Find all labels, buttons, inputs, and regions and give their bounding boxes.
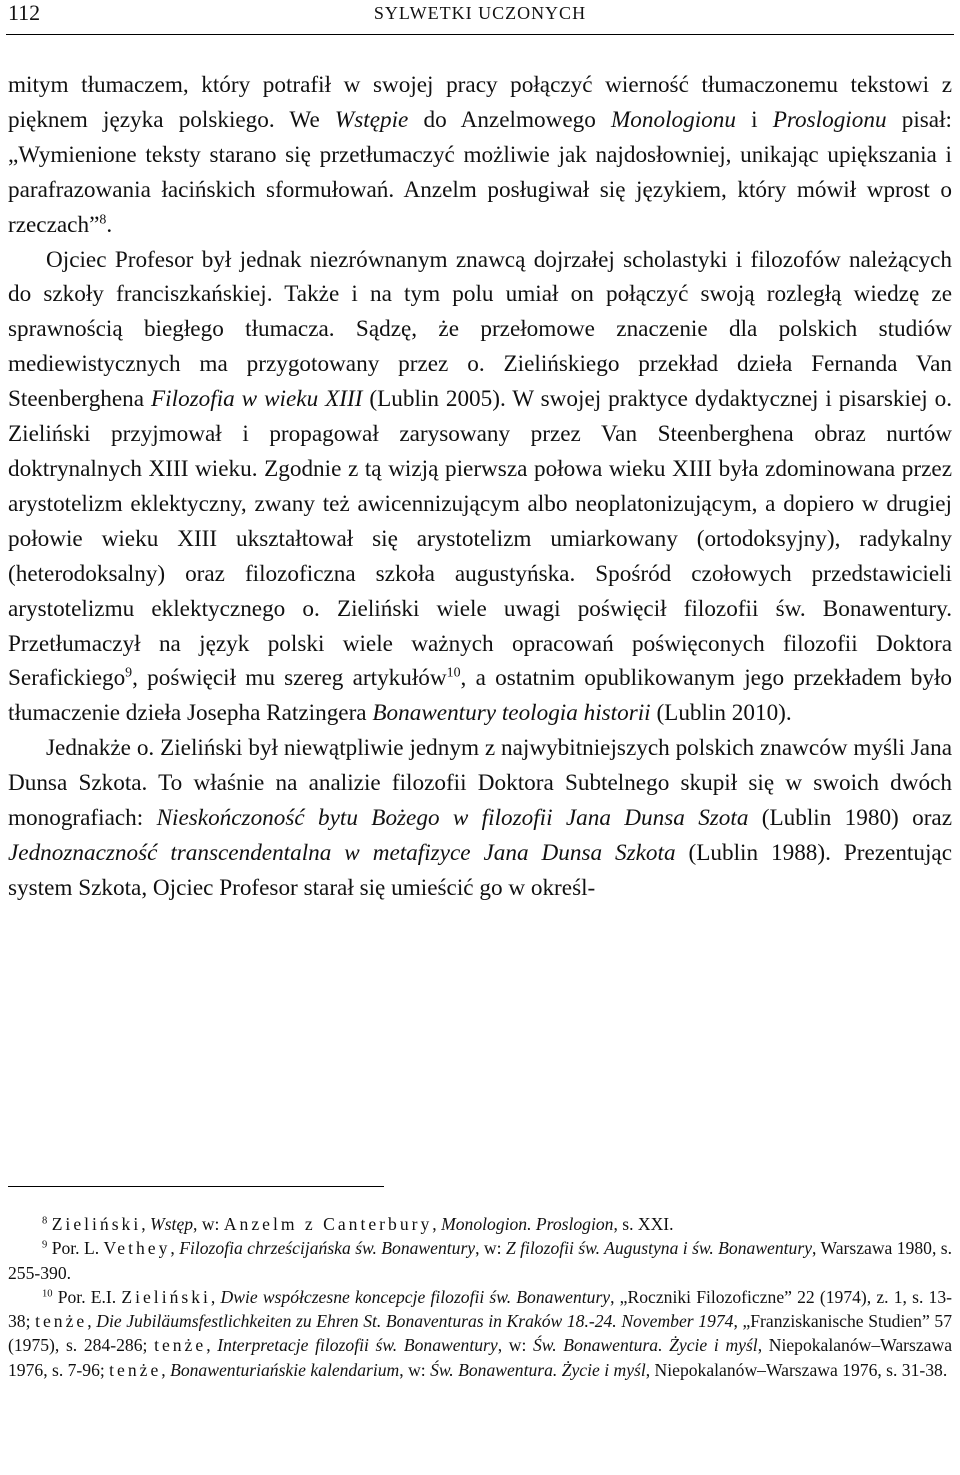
italic-title: Z filozofii św. Augustyna i św. Bonawentury xyxy=(505,1238,812,1259)
italic-title: Monologion. Proslogion xyxy=(441,1214,614,1234)
footnote-number: 10 xyxy=(42,1288,53,1300)
text-run: (Lublin 1980) oraz xyxy=(748,805,953,832)
text-run: , xyxy=(210,1286,221,1307)
text-run: , „Franziskanische Studien” 57 (1975), s. 284-286; xyxy=(8,1311,952,1356)
footnote-number: 8 xyxy=(42,1215,48,1227)
text-run: mitym tłumaczem, który potrafił w swojej pracy połączyć wierność tłumaczonemu tekstowi z pięknem języka polskiego. We xyxy=(8,72,952,133)
text-run: Ojciec Profesor był jednak niezrównanym znawcą dojrzałej scholastyki i filozofów należących do szkoły franciszkańskiej. Także i na tym polu umiał on połączyć swoją rozległą wiedzę ze sprawnością biegłego tłumacza. Sądzę, że przełomowe znaczenie dla polskich studiów mediewistycznych ma przygotowany przez o. Zielińskiego przekład dzieła Fernanda Van Steenberghena xyxy=(8,246,952,413)
paragraph-1 xyxy=(8,68,952,243)
footnote-10 xyxy=(8,1285,952,1382)
text-run: , xyxy=(170,1238,180,1259)
text-run: , xyxy=(141,1214,151,1234)
text-run: , „Roczniki Filozoficzne” 22 (1974), z. 1, s. 13-38; xyxy=(8,1286,953,1332)
author-name: Vethey xyxy=(103,1238,171,1259)
text-run: Jednakże o. Zieliński był niewątpliwie jednym z najwybitniejszych polskich znawców myśli Jana Dunsa Szkota. To właśnie na analizie filozofii Doktora Subtelnego skupił się w swoich dwóch monografiach: xyxy=(8,735,952,832)
paragraph-3 xyxy=(8,731,952,906)
footnote-8 xyxy=(8,1212,952,1236)
italic-title: Die Jubiläumsfestlichkeiten zu Ehren St. Bonaventuras in Kraków 18.-24. November 1974 xyxy=(96,1311,734,1332)
italic-title: Bonawentury teologia historii xyxy=(372,700,651,727)
text-run: (Lublin 1988). Prezentując system Szkota, Ojciec Profesor starał się umieścić go w określ- xyxy=(8,839,952,901)
author-name: Anzelm z Canterbury xyxy=(223,1214,433,1234)
text-run: do Anzelmowego xyxy=(408,106,611,133)
italic-title: Św. Bonawentura. Życie i myśl xyxy=(533,1335,758,1356)
italic-title: Wstęp xyxy=(150,1214,194,1234)
italic-title: Dwie współczesne koncepcje filozofii św. Bonawentury xyxy=(220,1286,611,1307)
body-text xyxy=(8,68,952,906)
text-run: pisał: „Wymienione teksty starano się przetłumaczyć możliwie jak najdosłowniej, unikając upiększania i parafrazowania łacińskich sformułowań. Anzelm posługiwał się językiem, który mówił wprost o rzeczach” xyxy=(8,106,952,238)
author-name: Zieliński xyxy=(51,1214,142,1234)
italic-title: Nieskończoność bytu Bożego w filozofii Jana Dunsa Szota xyxy=(156,805,749,832)
footnote-number: 9 xyxy=(42,1239,48,1251)
text-run: , xyxy=(87,1311,97,1332)
running-title: SYLWETKI UCZONYCH xyxy=(373,3,587,23)
italic-title: Św. Bonawentura. Życie i myśl xyxy=(430,1359,646,1380)
text-run: , w: xyxy=(399,1359,431,1380)
italic-title: Wstępie xyxy=(334,106,409,133)
text-run: , s. XXI. xyxy=(613,1214,674,1234)
italic-title: Filozofia chrześcijańska św. Bonawentury xyxy=(179,1238,476,1259)
text-run: , Niepokalanów–Warszawa 1976, s. 7-96; xyxy=(8,1335,952,1380)
footnote-ref-8[interactable]: 8 xyxy=(99,212,107,228)
text-run: , xyxy=(432,1214,442,1234)
text-run: , Warszawa 1980, s. 255-390. xyxy=(8,1238,953,1283)
text-run: , xyxy=(206,1335,218,1356)
footnote-ref-9[interactable]: 9 xyxy=(125,666,133,682)
italic-title: Interpretacje filozofii św. Bonawentury xyxy=(217,1335,498,1356)
footnote-divider xyxy=(8,1186,384,1187)
text-run: , xyxy=(161,1359,171,1380)
text-run: i xyxy=(735,106,773,133)
text-run: , poświęcił mu szereg artykułów xyxy=(132,665,447,692)
text-run: (Lublin 2005). W swojej praktyce dydaktycznej i pisarskiej o. Zieliński przyjmował i propagował zarysowany przez Van Steenberghena obraz nurtów doktrynalnych XIII wieku. Zgodnie z tą wizją pierwsza połowa wieku XIII była zdominowana przez arystotelizm eklektyczny, zwany też awicennizującym albo neoplatonizującym, a dopiero w drugiej połowie wieku XIII ukształtował się arystotelizm umiarkowany (ortodoksyjny), radykalny (heterodoksalny) oraz filozoficzna szkoła augustyńska. Spośród czołowych przedstawicieli arystotelizmu eklektycznego o. Zieliński wiele uwagi poświęcił filozofii św. Bonawentury. Przetłumaczył na język polski wiele ważnych opracowań poświęconych filozofii Doktora Serafickiego xyxy=(8,386,952,692)
text-run: , Niepokalanów–Warszawa 1976, s. 31-38. xyxy=(645,1359,948,1380)
italic-title: Jednoznaczność transcendentalna w metafizyce Jana Dunsa Szkota xyxy=(8,839,676,866)
text-run: Por. L. xyxy=(47,1238,104,1259)
page-header xyxy=(6,0,954,35)
page-number: 112 xyxy=(8,0,41,25)
footnotes xyxy=(8,1212,952,1382)
author-name: tenże xyxy=(154,1335,207,1356)
author-name: tenże xyxy=(109,1359,162,1380)
author-name: Zieliński xyxy=(121,1286,211,1307)
italic-title: Bonawenturiańskie kalendarium xyxy=(170,1359,400,1380)
text-run: , w: xyxy=(475,1238,506,1259)
italic-title: Proslogionu xyxy=(772,106,887,133)
footnote-ref-10[interactable]: 10 xyxy=(446,666,461,682)
text-run: , a ostatnim opublikowanym jego przekładem było tłumaczenie dzieła Josepha Ratzingera xyxy=(8,665,952,727)
text-run: (Lublin 2010). xyxy=(650,700,792,727)
text-run: . xyxy=(106,211,113,238)
text-run: Por. E.I. xyxy=(52,1286,122,1307)
text-run: , w: xyxy=(193,1214,224,1234)
italic-title: Filozofia w wieku XIII xyxy=(151,386,363,413)
author-name: tenże xyxy=(35,1311,88,1332)
italic-title: Monologionu xyxy=(610,106,736,133)
footnote-9 xyxy=(8,1236,952,1285)
text-run: , w: xyxy=(497,1335,533,1356)
paragraph-2 xyxy=(8,243,952,732)
